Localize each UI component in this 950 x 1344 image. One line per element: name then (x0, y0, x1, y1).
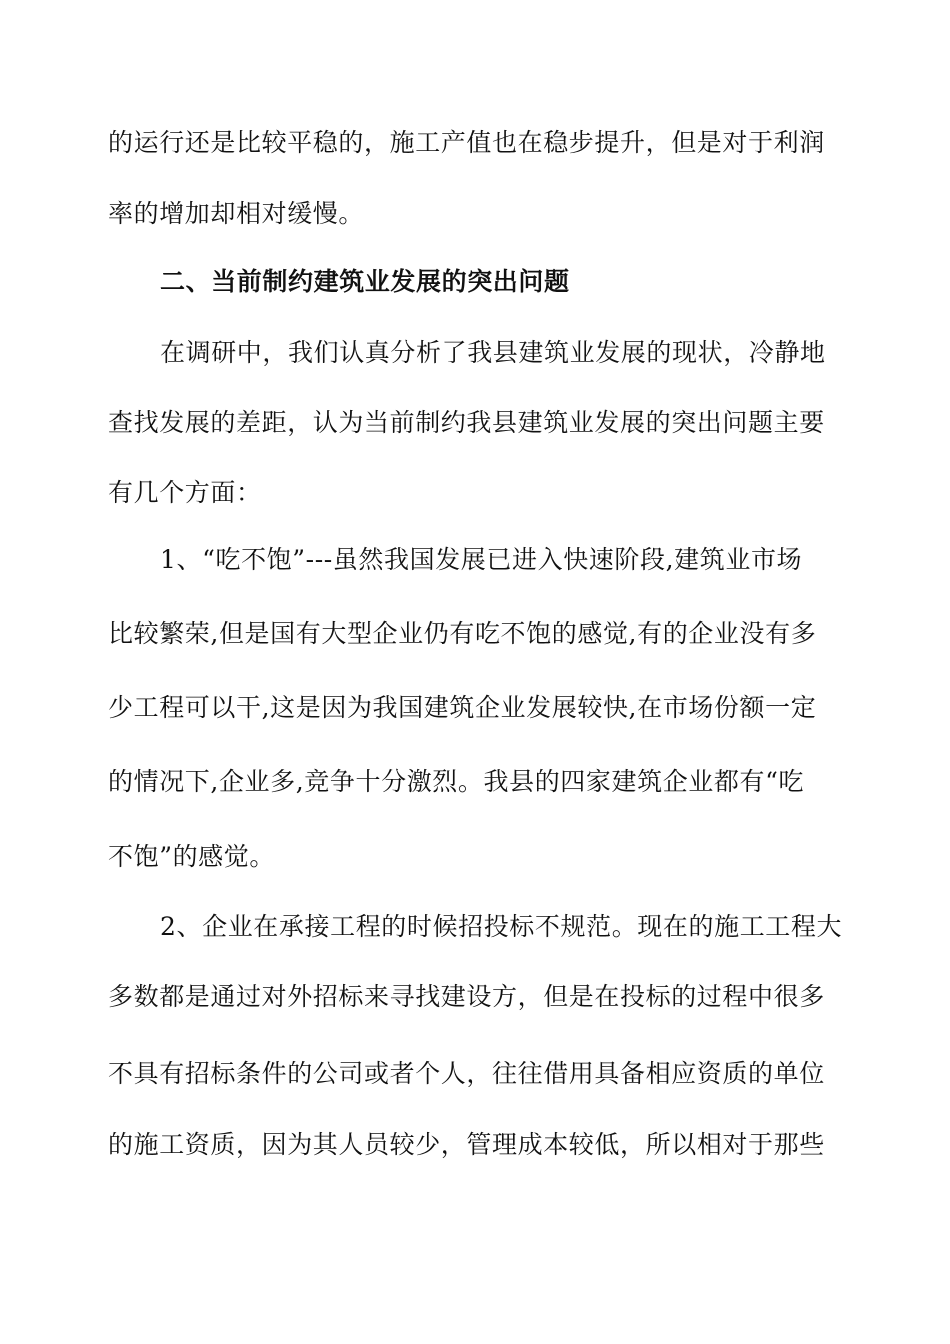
text-line: 的运行还是比较平稳的，施工产值也在稳步提升，但是对于利润 (108, 128, 825, 157)
text-line: 率的增加却相对缓慢。 (108, 199, 365, 228)
text-line: 不具有招标条件的公司或者个人，往往借用具备相应资质的单位 (108, 1059, 825, 1088)
text-line: 查找发展的差距，认为当前制约我县建筑业发展的突出问题主要 (108, 408, 825, 437)
text-line: 不饱”的感觉。 (108, 842, 275, 871)
text-line: 在调研中，我们认真分析了我县建筑业发展的现状，冷静地 (160, 338, 826, 367)
text-line: 少工程可以干,这是因为我国建筑企业发展较快,在市场份额一定 (108, 693, 817, 722)
text-line: 比较繁荣,但是国有大型企业仍有吃不饱的感觉,有的企业没有多 (108, 619, 817, 648)
text-line: 2、企业在承接工程的时候招投标不规范。现在的施工工程大 (160, 912, 843, 941)
text-line: 1、“吃不饱”---虽然我国发展已进入快速阶段,建筑业市场 (160, 545, 803, 574)
text-line: 有几个方面： (108, 478, 262, 507)
section-heading: 二、当前制约建筑业发展的突出问题 (160, 267, 570, 296)
text-line: 的施工资质，因为其人员较少，管理成本较低，所以相对于那些 (108, 1130, 825, 1159)
text-line: 的情况下,企业多,竞争十分激烈。我县的四家建筑企业都有“吃 (108, 767, 805, 796)
text-line: 多数都是通过对外招标来寻找建设方，但是在投标的过程中很多 (108, 982, 825, 1011)
